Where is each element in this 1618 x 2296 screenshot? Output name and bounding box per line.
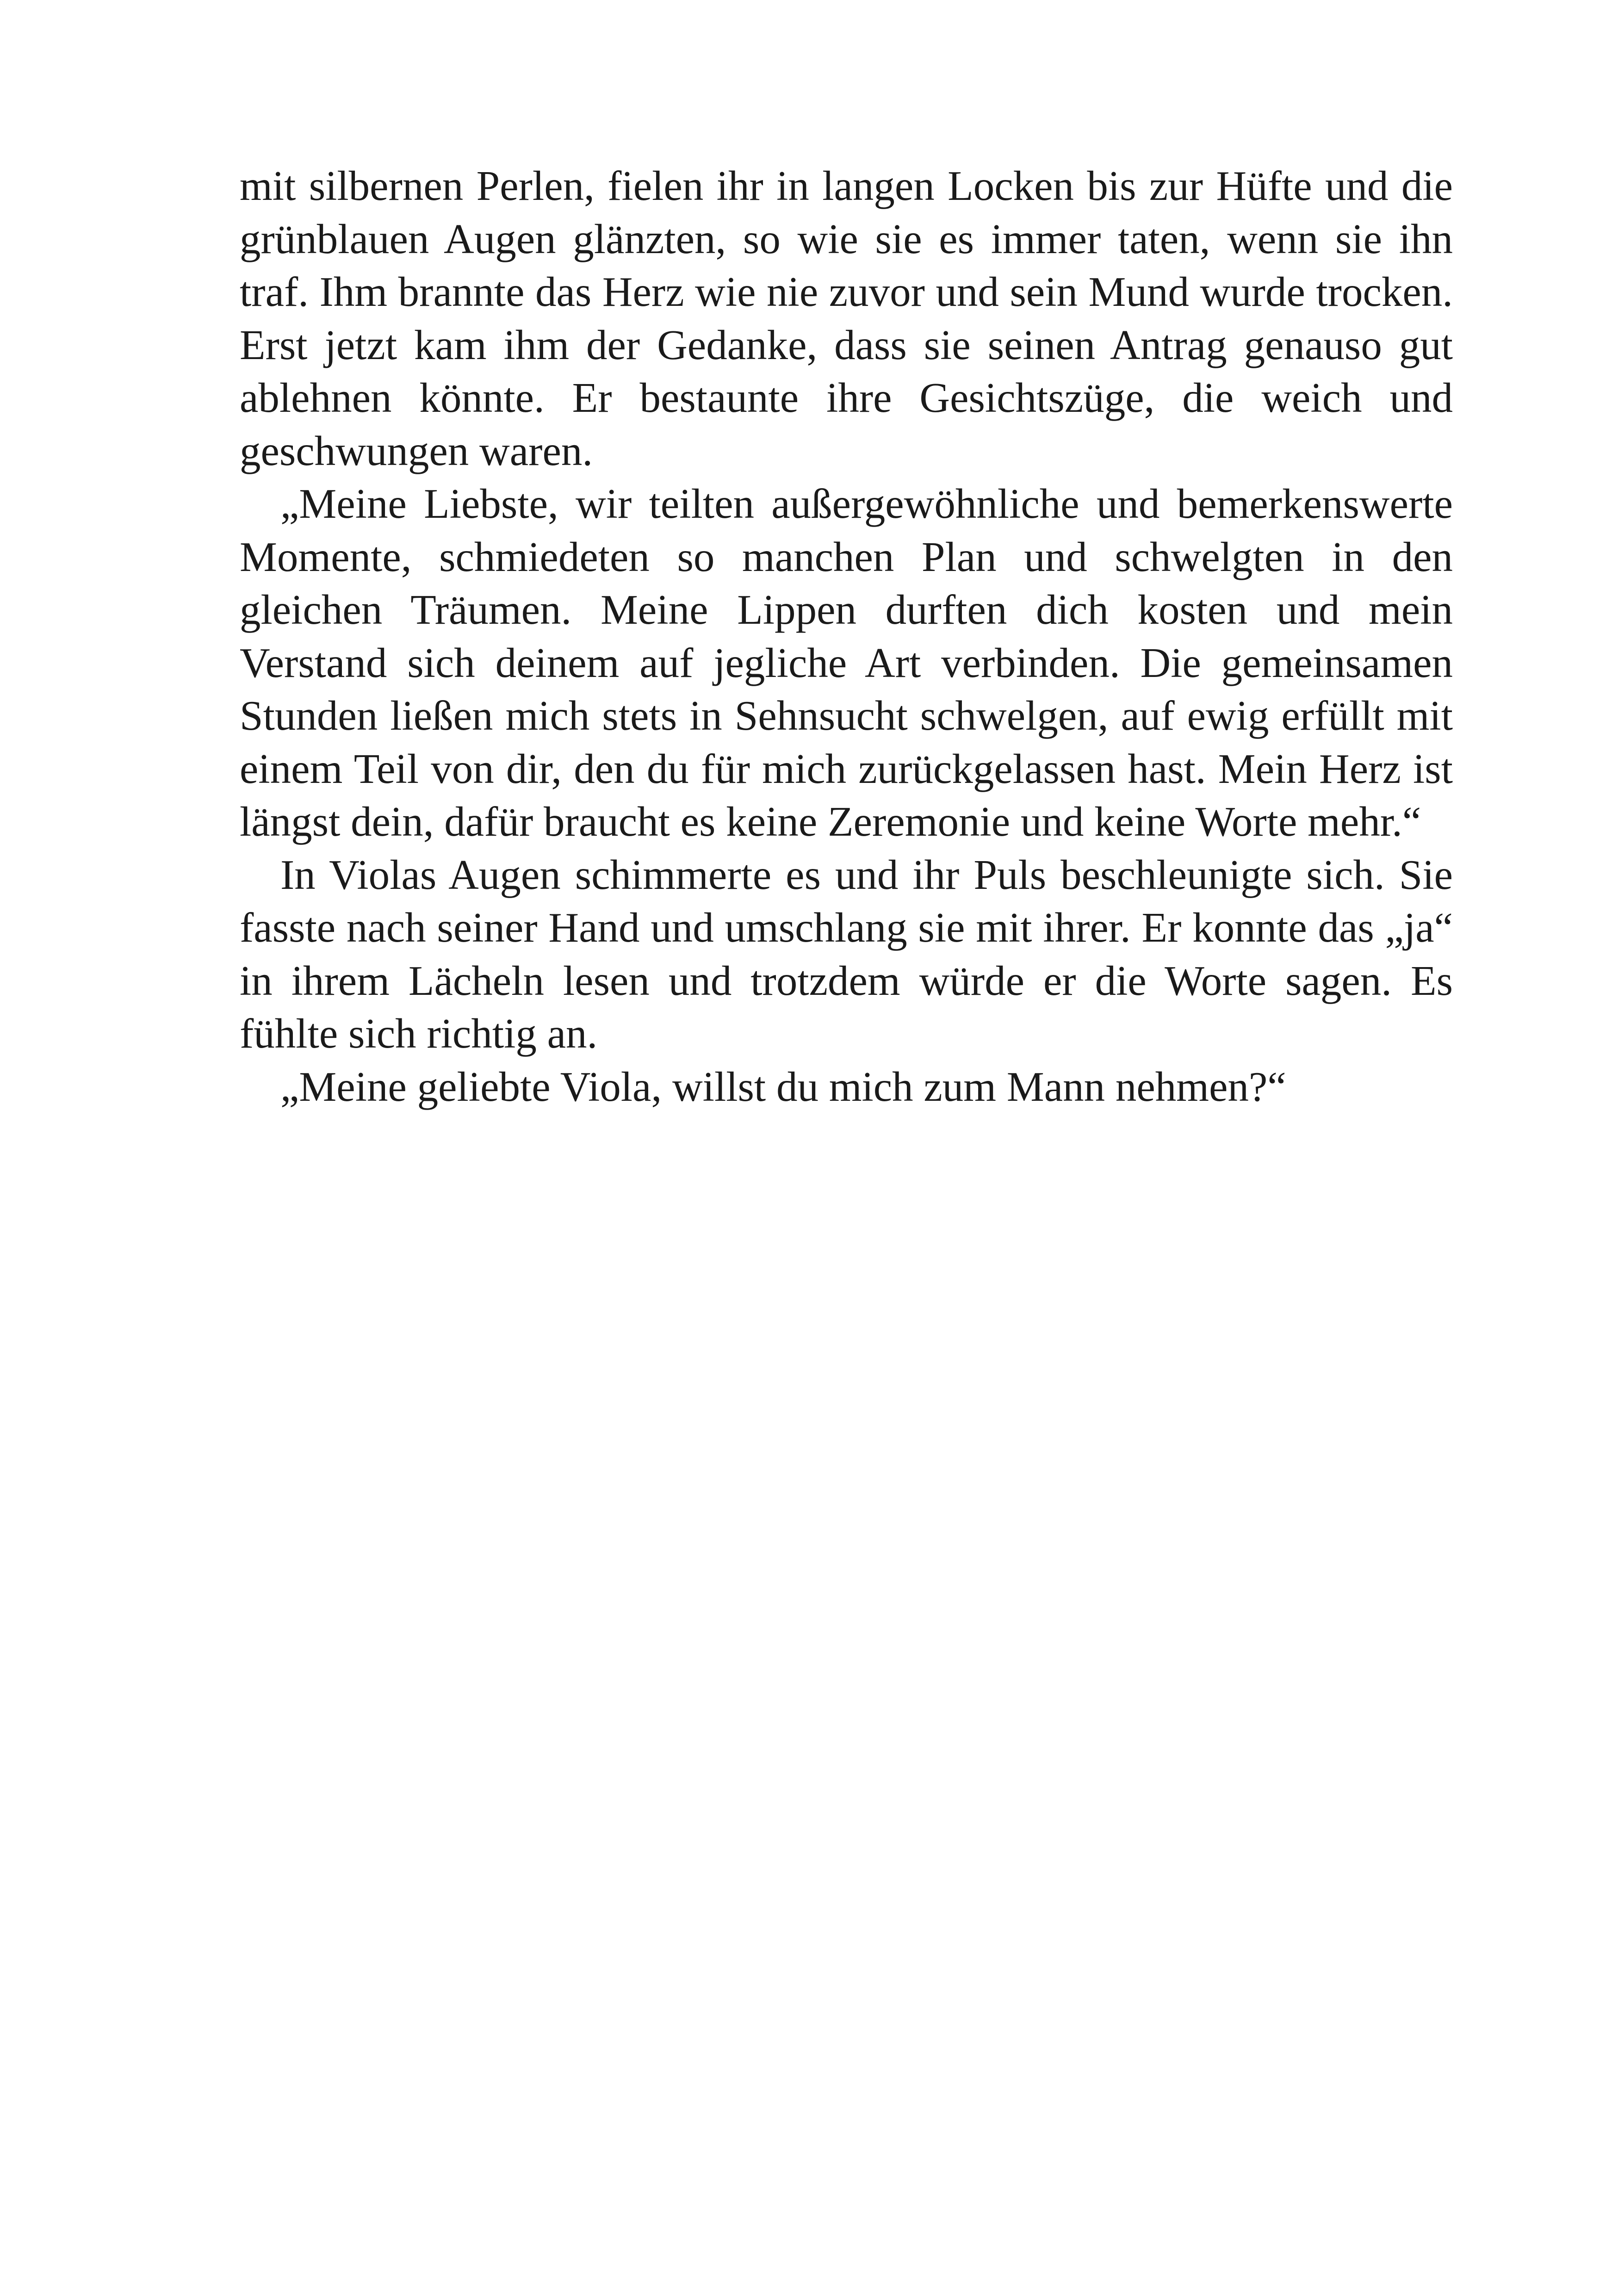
paragraph-2: „Meine Liebste, wir teilten außergewöhnliche und bemerkenswerte Momente, schmiedeten so manchen Plan und schwelgten in den gleichen Träumen. Meine Lippen durften dich kosten und mein Verstand sich deinem auf jegliche Art verbinden. Die gemeinsamen Stunden ließen mich stets in Sehnsucht schwelgen, auf ewig erfüllt mit einem Teil von dir, den du für mich zurückgelassen hast. Mein Herz ist längst dein, dafür braucht es keine Zeremonie und keine Worte mehr.“ — [240, 480, 1453, 845]
body-text — [240, 160, 1453, 1113]
paragraph-1: mit silbernen Perlen, fielen ihr in langen Locken bis zur Hüfte und die grünblauen Augen glänzten, so wie sie es immer taten, wenn sie ihn traf. Ihm brannte das Herz wie nie zuvor und sein Mund wurde trocken. Erst jetzt kam ihm der Gedanke, dass sie seinen Antrag genauso gut ablehnen könnte. Er bestaunte ihre Gesichtszüge, die weich und geschwungen waren. — [240, 162, 1453, 474]
paragraph-4: „Meine geliebte Viola, willst du mich zum Mann nehmen?“ — [280, 1063, 1286, 1110]
paragraph-3: In Violas Augen schimmerte es und ihr Puls beschleunigte sich. Sie fasste nach seiner Hand und umschlang sie mit ihrer. Er konnte das „ja“ in ihrem Lächeln lesen und trotzdem würde er die Worte sagen. Es fühlte sich richtig an. — [240, 851, 1453, 1057]
